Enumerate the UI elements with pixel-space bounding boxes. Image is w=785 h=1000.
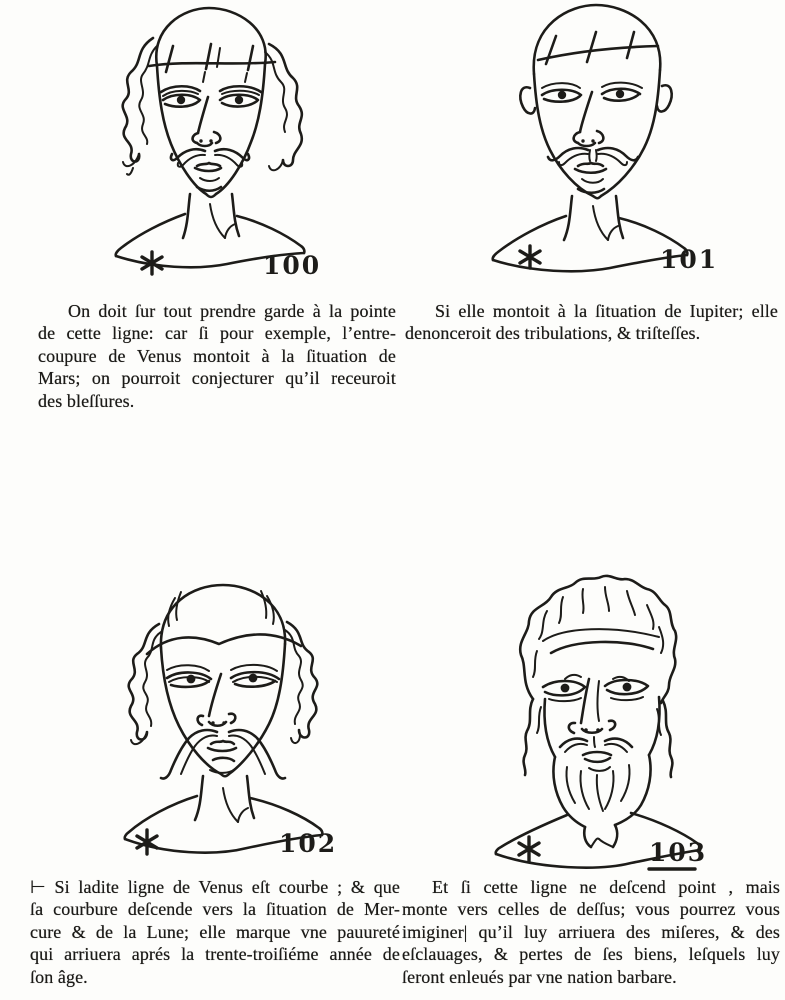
figure-100-woodcut: [93, 2, 330, 290]
forehead-line-marks: [551, 642, 653, 653]
forehead-line-marks: [538, 32, 658, 64]
eyes: [543, 680, 648, 701]
nose: [565, 675, 629, 733]
caption-figure-102: [30, 876, 400, 988]
caption-line: coupure de Venus montoit à la ſituation de: [38, 345, 396, 366]
caption-line: On doit ſur tout prendre garde à la pointe: [68, 301, 396, 321]
caption-line: cure & de la Lune; elle marque vne pauureté: [30, 921, 400, 942]
mouth: [195, 163, 221, 191]
star-icon: [137, 830, 157, 854]
figure-number: 103: [649, 838, 708, 867]
hair: [129, 591, 318, 744]
caption-figure-103: [402, 876, 780, 988]
figure-101-woodcut: [472, 0, 720, 285]
star-icon: [520, 246, 540, 268]
mustache: [560, 737, 632, 752]
figure-number: 100: [263, 251, 322, 280]
caption-line: qui arriuera aprés la trente-troiſiéme année de: [30, 944, 400, 965]
figure-103-woodcut: [463, 571, 731, 873]
star-icon: [519, 837, 539, 861]
caption-figure-100: [38, 300, 396, 412]
caption-line: ſeront enleués par vne nation barbare.: [402, 966, 677, 987]
head-outline: [156, 8, 265, 197]
caption-line: Si elle montoit à la ſituation de Iupiter; elle: [435, 301, 778, 321]
caption-line: Et ſi cette ligne ne deſcend point , mais: [432, 877, 780, 897]
mustache: [161, 730, 285, 779]
eyes: [167, 665, 279, 687]
figure-102-woodcut: [103, 578, 350, 870]
caption-line: monte vers celles de deſſus; vous pourrez vous: [402, 899, 780, 920]
forehead-line-marks: [149, 44, 275, 82]
caption-line: ſa courbure deſcende vers la ſituation de Mer-: [30, 899, 400, 920]
nose: [198, 674, 236, 726]
head-outline: [544, 697, 659, 757]
figure-number: 102: [279, 829, 338, 858]
caption-line: Mars; on pourroit conjecturer qu’il receuroit: [38, 368, 396, 389]
caption-line: ſon âge.: [30, 966, 88, 987]
caption-line: eſclauages, & pertes de ſes biens, leſquels luy: [402, 944, 780, 965]
caption-line: de cette ligne: car ſi pour exemple, l’entre-: [38, 323, 396, 344]
caption-figure-101: [405, 300, 778, 345]
beard: [553, 755, 650, 847]
mouth: [583, 752, 611, 771]
forehead-line-marks: [147, 634, 301, 654]
caption-line: denonceroit des tribulations, & triſteſſes.: [405, 323, 701, 344]
nose: [574, 92, 604, 146]
caption-line: imiginer| qu’il luy arriuera des miſeres, & des: [402, 921, 780, 942]
caption-line: ⊢ Si ladite ligne de Venus eſt courbe ; & que: [30, 877, 400, 897]
figure-number: 101: [660, 245, 719, 274]
caption-line: des bleſſures.: [38, 390, 135, 411]
nose: [193, 97, 221, 146]
hair: [123, 38, 302, 175]
eyes: [161, 86, 261, 106]
